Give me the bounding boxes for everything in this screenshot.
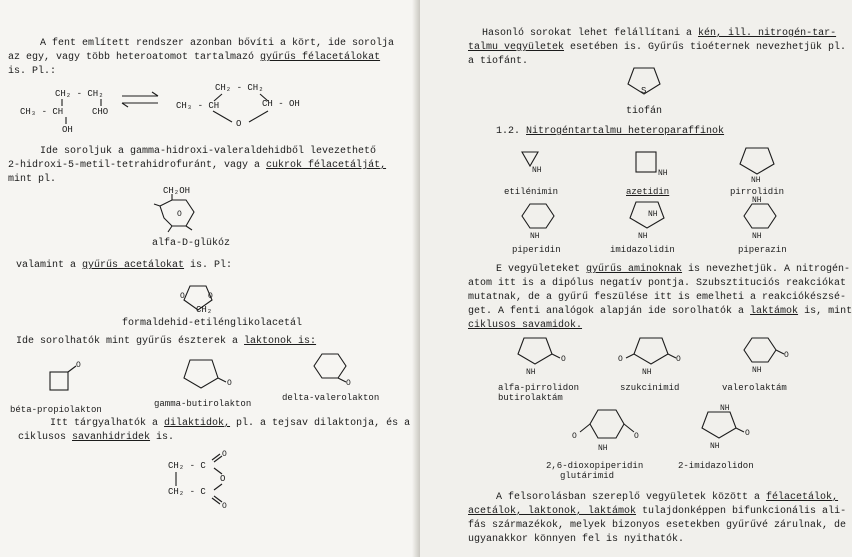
right-p1-text-a: Hasonló sorokat lehet felállítani a <box>482 28 699 39</box>
svg-text:NH: NH <box>751 176 761 185</box>
reactant-right: CHO <box>92 107 109 117</box>
lactam-label-2: szukcinimid <box>620 383 680 393</box>
term-acetals-lactones-lactams: acetálok, laktonok, laktámok <box>468 506 637 517</box>
glucose-ring <box>150 192 210 242</box>
left-p3 <box>16 260 232 272</box>
right-p3-line2 <box>468 506 846 518</box>
thiophane-s: S <box>641 86 647 96</box>
reactant-oh: OH <box>62 125 73 135</box>
left-p3-text-a: valamint a <box>16 260 83 271</box>
svg-text:O: O <box>561 355 566 364</box>
section-title: Nitrogéntartalmu heteroparaffinok <box>526 126 725 137</box>
right-page <box>420 0 852 557</box>
right-p3-text-a: A felsorolásban szereplő vegyületek között a <box>496 492 767 503</box>
right-p2-line3: mutatnak, de a gyűrű feszülése itt is emelheti a reakciókészsé- <box>468 292 847 303</box>
left-p4 <box>16 336 316 348</box>
svg-text:O: O <box>180 292 185 301</box>
right-p3-line3: fás származékok, melyek bizonyos esetekben gyűrűvé zárulnak, de <box>468 520 847 531</box>
succinimide-ring <box>618 334 698 378</box>
svg-text:O: O <box>222 502 227 511</box>
term-acid-anhydrides: savanhidridek <box>72 432 151 443</box>
svg-text:O: O <box>676 355 681 364</box>
svg-text:NH: NH <box>648 210 658 219</box>
right-p2-text-b: is nevezhetjük. A nitrogén- <box>682 264 851 275</box>
lactone-label-beta: béta-propiolakton <box>10 405 102 415</box>
svg-text:O: O <box>618 355 623 364</box>
piperidine-ring <box>516 200 566 244</box>
amine-label-5: imidazolidin <box>610 245 675 255</box>
right-p3-text-b: tulajdonképpen bifunkcionális ali- <box>636 506 847 517</box>
pyrrolidone-ring <box>512 334 582 378</box>
term-dilactides: dilaktidok, <box>164 418 231 429</box>
left-p1-text: az egy, vagy több heteroatomot tartalmazó <box>8 52 261 63</box>
left-p2-line2 <box>8 160 386 172</box>
right-p2-line4 <box>468 306 852 318</box>
svg-text:NH: NH <box>752 196 762 205</box>
reactant-top: CH₂ - CH₂ <box>55 89 104 99</box>
product-right: CH - OH <box>262 99 300 109</box>
term-hemiacetals: félacetálok, <box>766 492 839 503</box>
reactant-left: CH₃ - CH <box>20 107 64 117</box>
svg-text:NH: NH <box>642 368 652 377</box>
svg-text:O: O <box>346 379 351 388</box>
row4-label-1-sub: glutárimid <box>560 471 615 481</box>
right-p1-line2 <box>468 42 846 54</box>
right-p2-text-d: is, mint <box>798 306 852 317</box>
svg-text:NH: NH <box>752 232 762 241</box>
thiophane-ring <box>622 62 672 106</box>
lactam-label-1: alfa-pirrolidon <box>498 383 580 393</box>
product-top: CH₂ - CH₂ <box>215 83 264 93</box>
amine-label-2: azetidin <box>626 187 670 197</box>
svg-text:NH: NH <box>752 366 762 375</box>
left-p5-text-c: ciklusos <box>18 432 73 443</box>
section-number: 1.2. <box>496 126 527 137</box>
svg-text:O: O <box>784 351 789 360</box>
right-p2-line2: atom itt is a dipólus negatív pontja. Szubsztituciós reakciókat <box>468 278 847 289</box>
anhydride-bottom: CH₂ - C <box>168 487 206 497</box>
svg-text:NH: NH <box>526 368 536 377</box>
anhydride-bonds <box>160 448 240 511</box>
imidazolidone-ring <box>696 404 756 460</box>
anhydride-o: O <box>220 474 226 484</box>
row4-label-1: 2,6-dioxopiperidin <box>546 461 644 471</box>
svg-text:NH: NH <box>658 169 668 178</box>
svg-text:O: O <box>227 379 232 388</box>
row4-label-2: 2-imidazolidon <box>678 461 754 471</box>
svg-text:O: O <box>76 361 81 370</box>
left-p5-line2 <box>18 432 174 444</box>
svg-text:O: O <box>572 432 577 441</box>
left-page <box>0 0 420 557</box>
reaction-bonds <box>0 0 420 140</box>
product-ring-oxygen: O <box>236 119 242 129</box>
term-lactams: laktámok <box>750 306 799 317</box>
right-p3-line4: ugyanakkor könnyen fel is nyithatók. <box>468 534 685 545</box>
glucose-label: alfa-D-glükóz <box>152 238 231 249</box>
left-p2-line3: mint pl. <box>8 174 57 185</box>
svg-text:NH: NH <box>710 442 720 451</box>
amine-label-4: piperidin <box>512 245 561 255</box>
delta-valerolactone-ring <box>308 348 368 392</box>
svg-text:NH: NH <box>720 404 730 413</box>
term-cyclic-amides: ciklusos savamidok. <box>468 320 583 331</box>
lactone-label-gamma: gamma-butirolakton <box>154 399 252 409</box>
amine-label-6: piperazin <box>738 245 787 255</box>
azetidine-ring <box>632 148 672 188</box>
beta-propiolactone-ring <box>40 360 90 404</box>
formal-label: formaldehid-etilénglikolacetál <box>122 318 303 329</box>
left-p5-text-d: is. <box>150 432 175 443</box>
pyrrolidine-ring <box>736 144 786 184</box>
term-compounds: talmu vegyületek <box>468 42 565 53</box>
svg-text:NH: NH <box>532 166 542 175</box>
right-p2-text-c: get. A fenti analógok alapján ide sorolhatók a <box>468 306 751 317</box>
svg-text:O: O <box>634 432 639 441</box>
left-p2-line1: Ide soroljuk a gamma-hidroxi-valeraldehidből levezethető <box>40 146 377 157</box>
svg-text:NH: NH <box>530 232 540 241</box>
lactam-label-1-sub: butirolaktám <box>498 393 563 403</box>
anhydride-top: CH₂ - C <box>168 461 206 471</box>
left-p1-line1: A fent említett rendszer azonban bővíti a kört, ide sorolja <box>40 38 395 49</box>
term-lactones: laktonok is: <box>244 336 317 347</box>
thiophane-label: tiofán <box>626 106 663 117</box>
right-p1-line3: a tiofánt. <box>468 56 529 67</box>
left-p1-line3: is. Pl.: <box>8 66 57 77</box>
dioxopiperidine-ring <box>560 406 660 462</box>
term-cyclic-hemiacetals: gyűrűs félacetálokat <box>260 52 381 63</box>
right-p1-text-b: esetében is. Gyűrűs tioéternek nevezhetjük pl. <box>564 42 847 53</box>
amine-label-1: etilénimin <box>504 187 559 197</box>
formal-ch2: CH₂ <box>196 305 213 315</box>
svg-text:O: O <box>177 210 182 219</box>
term-cyclic-amines: gyűrűs aminoknak <box>586 264 683 275</box>
svg-text:NH: NH <box>638 232 648 241</box>
right-p3-line1 <box>496 492 838 504</box>
left-p3-text-b: is. Pl: <box>184 260 233 271</box>
glucose-ch2oh: CH₂OH <box>163 186 191 196</box>
lactam-label-3: valerolaktám <box>722 383 787 393</box>
left-p4-text: Ide sorolhatók mint gyűrűs észterek a <box>16 336 245 347</box>
term-cyclic-acetals: gyűrűs acetálokat <box>82 260 185 271</box>
left-p2-text: 2-hidroxi-5-metil-tetrahidrofuránt, vagy a <box>8 160 267 171</box>
aziridine-ring <box>516 148 556 182</box>
left-p5-line1 <box>50 418 410 430</box>
lactone-label-delta: delta-valerolakton <box>282 393 380 403</box>
right-p2-text-a: E vegyületeket <box>496 264 587 275</box>
term-sulfur-nitrogen: kén, ill. nitrogén-tar- <box>698 28 837 39</box>
svg-text:O: O <box>745 429 750 438</box>
left-p5-text-b: pl. a tejsav dilaktonja, és a <box>230 418 411 429</box>
piperazine-ring <box>738 196 788 244</box>
left-p5-text-a: Itt tárgyalhatók a <box>50 418 165 429</box>
imidazolidine-ring <box>624 198 674 242</box>
svg-text:NH: NH <box>598 444 608 453</box>
term-sugar-hemiacetal: cukrok félacetálját, <box>266 160 387 171</box>
svg-text:O: O <box>222 450 227 459</box>
right-p1-line1 <box>482 28 836 40</box>
valerolactam-ring <box>738 334 798 382</box>
svg-text:O: O <box>208 292 213 301</box>
section-heading <box>496 126 724 138</box>
amine-label-3: pirrolidin <box>730 187 785 197</box>
gamma-butyrolactone-ring <box>178 352 238 396</box>
product-left: CH₃ - CH <box>176 101 220 111</box>
right-p2-line1 <box>496 264 850 276</box>
